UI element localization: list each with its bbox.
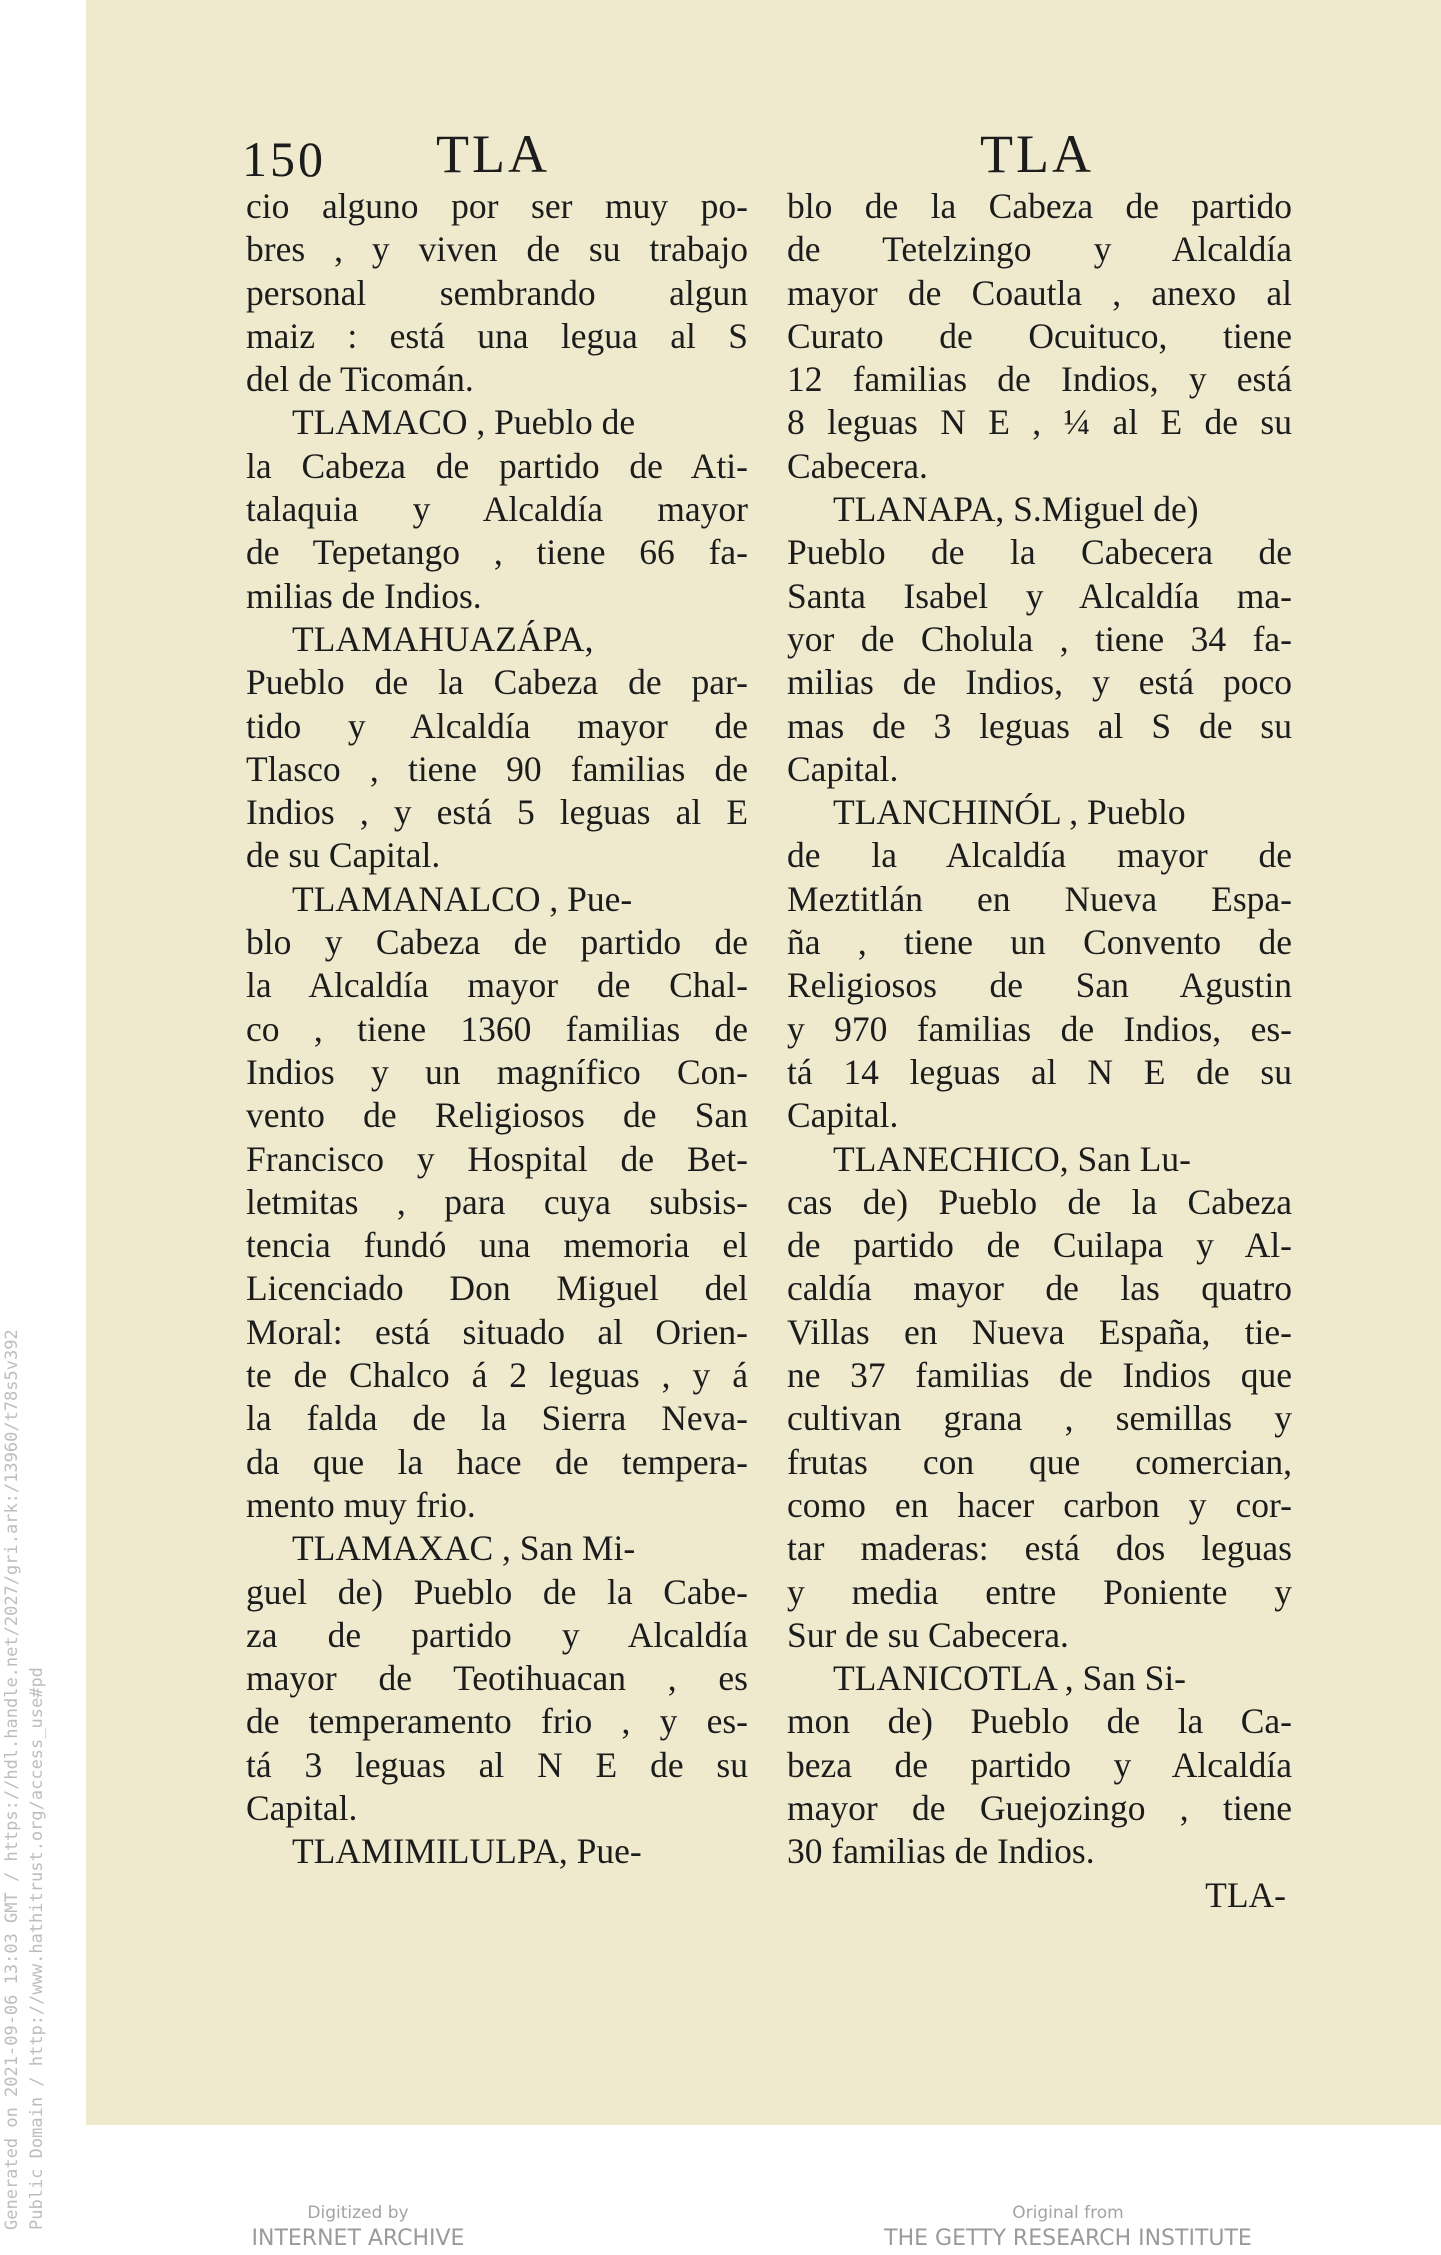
original-from-label: Original from — [1012, 2203, 1124, 2223]
running-head-right: TLA — [980, 124, 1094, 184]
left-column-line: Capital. — [246, 1787, 358, 1828]
left-column-line: Moral: está situado al Orien- — [246, 1311, 748, 1352]
page-number: 150 — [242, 131, 326, 187]
left-column-line: mayor de Teotihuacan , es — [246, 1658, 748, 1699]
right-column-line: como en hacer carbon y cor- — [787, 1484, 1292, 1525]
left-column-line: mento muy frio. — [246, 1484, 476, 1525]
right-column-line: de partido de Cuilapa y Al- — [787, 1225, 1292, 1266]
right-column-line: Pueblo de la Cabecera de — [787, 532, 1292, 573]
right-column-line: ne 37 familias de Indios que — [787, 1355, 1292, 1396]
left-column-line: TLAMAHUAZÁPA, — [292, 618, 594, 659]
left-column-line: bres , y viven de su trabajo — [246, 229, 748, 270]
right-column-line: 12 familias de Indios, y está — [787, 359, 1292, 400]
left-column-line: letmitas , para cuya subsis- — [246, 1181, 748, 1222]
stamp-line-1: Generated on 2021-09-06 13:03 GMT / https://hdl.handle.net/2027/gri.ark:/13960/t78s5v392 — [2, 1329, 22, 2230]
text-column-left — [246, 185, 748, 1874]
left-column-line: Indios y un magnífico Con- — [246, 1051, 748, 1092]
left-column-line: Indios , y está 5 leguas al E — [246, 792, 748, 833]
left-column-line: la Cabeza de partido de Ati- — [246, 445, 748, 486]
right-column-line: mayor de Coautla , anexo al — [787, 272, 1292, 313]
right-column-line: mas de 3 leguas al S de su — [787, 705, 1292, 746]
left-column-line: de temperamento frio , y es- — [246, 1701, 748, 1742]
right-column-line: frutas con que comercian, — [787, 1441, 1292, 1482]
left-column-line: guel de) Pueblo de la Cabe- — [246, 1571, 748, 1612]
right-column-line: Villas en Nueva España, tie- — [787, 1311, 1292, 1352]
left-column-line: Pueblo de la Cabeza de par- — [246, 662, 748, 703]
digitized-by-label: Digitized by — [307, 2203, 409, 2223]
right-column-line: milias de Indios, y está poco — [787, 662, 1292, 703]
right-column-line: Capital. — [787, 748, 899, 789]
left-column-line: TLAMAXAC , San Mi- — [292, 1528, 636, 1569]
right-column-line: y media entre Poniente y — [787, 1571, 1292, 1612]
stamp-line-2: Public Domain / http://www.hathitrust.org/access_use#pd — [27, 1667, 47, 2230]
right-column-line: TLANECHICO, San Lu- — [833, 1138, 1191, 1179]
right-column-line: Religiosos de San Agustin — [787, 965, 1292, 1006]
right-column-line: 8 leguas N E , ¼ al E de su — [787, 402, 1292, 443]
left-column-line: talaquia y Alcaldía mayor — [246, 489, 748, 530]
right-column-line: tar maderas: está dos leguas — [787, 1528, 1292, 1569]
left-column-line: personal sembrando algun — [246, 272, 748, 313]
left-column-line: te de Chalco á 2 leguas , y á — [246, 1355, 748, 1396]
right-column-line: TLANAPA, S.Miguel de) — [833, 489, 1199, 530]
left-column-line: Francisco y Hospital de Bet- — [246, 1138, 748, 1179]
left-column-line: de su Capital. — [246, 835, 441, 876]
right-column-line: TLANCHINÓL , Pueblo — [833, 792, 1186, 833]
left-column-line: milias de Indios. — [246, 575, 482, 616]
right-column-line: 30 familias de Indios. — [787, 1831, 1095, 1872]
internet-archive-label: INTERNET ARCHIVE — [251, 2226, 465, 2251]
left-column-line: Tlasco , tiene 90 familias de — [246, 748, 748, 789]
digitized-by-credit — [228, 2202, 488, 2254]
left-column-line: tido y Alcaldía mayor de — [246, 705, 748, 746]
left-column-line: tencia fundó una memoria el — [246, 1225, 748, 1266]
text-column-right — [787, 185, 1292, 1917]
right-column-line: Santa Isabel y Alcaldía ma- — [787, 575, 1292, 616]
right-column-line: Capital. — [787, 1095, 899, 1136]
right-column-line: yor de Cholula , tiene 34 fa- — [787, 618, 1292, 659]
left-column-line: tá 3 leguas al N E de su — [246, 1744, 748, 1785]
left-column-line: za de partido y Alcaldía — [246, 1614, 748, 1655]
original-from-credit — [868, 2202, 1268, 2254]
right-column-line: tá 14 leguas al N E de su — [787, 1051, 1292, 1092]
left-column-line: TLAMACO , Pueblo de — [292, 402, 636, 443]
left-column-line: cio alguno por ser muy po- — [246, 186, 748, 226]
running-head-left: TLA — [436, 124, 550, 184]
right-column-line: mayor de Guejozingo , tiene — [787, 1787, 1292, 1828]
right-column-line: TLANICOTLA , San Si- — [833, 1658, 1187, 1699]
right-column-line: Meztitlán en Nueva Espa- — [787, 878, 1292, 919]
getty-institute-label: THE GETTY RESEARCH INSTITUTE — [884, 2226, 1252, 2251]
right-column-line: de Tetelzingo y Alcaldía — [787, 229, 1292, 270]
left-column-line: TLAMANALCO , Pue- — [292, 878, 633, 919]
right-column-line: cas de) Pueblo de la Cabeza — [787, 1181, 1292, 1222]
right-column-line: beza de partido y Alcaldía — [787, 1744, 1292, 1785]
right-column-line: de la Alcaldía mayor de — [787, 835, 1292, 876]
right-column-line: Curato de Ocuituco, tiene — [787, 315, 1292, 356]
right-column-line: caldía mayor de las quatro — [787, 1268, 1292, 1309]
left-column-line: de Tepetango , tiene 66 fa- — [246, 532, 748, 573]
right-column-line: Sur de su Cabecera. — [787, 1614, 1069, 1655]
right-column-line: TLA- — [1205, 1874, 1286, 1915]
right-column-line: ña , tiene un Convento de — [787, 922, 1292, 963]
right-column-line: blo de la Cabeza de partido — [787, 186, 1292, 226]
left-column-line: vento de Religiosos de San — [246, 1095, 748, 1136]
right-column-line: mon de) Pueblo de la Ca- — [787, 1701, 1292, 1742]
left-column-line: la Alcaldía mayor de Chal- — [246, 965, 748, 1006]
right-column-line: cultivan grana , semillas y — [787, 1398, 1292, 1439]
generation-stamp — [0, 1329, 50, 2230]
left-column-line: la falda de la Sierra Neva- — [246, 1398, 748, 1439]
left-column-line: da que la hace de tempera- — [246, 1441, 748, 1482]
left-column-line: Licenciado Don Miguel del — [246, 1268, 748, 1309]
left-column-line: del de Ticomán. — [246, 359, 474, 400]
left-column-line: co , tiene 1360 familias de — [246, 1008, 748, 1049]
left-column-line: maiz : está una legua al S — [246, 315, 748, 356]
left-column-line: TLAMIMILULPA, Pue- — [292, 1831, 642, 1872]
right-column-line: Cabecera. — [787, 445, 928, 486]
right-column-line: y 970 familias de Indios, es- — [787, 1008, 1292, 1049]
left-column-line: blo y Cabeza de partido de — [246, 922, 748, 963]
